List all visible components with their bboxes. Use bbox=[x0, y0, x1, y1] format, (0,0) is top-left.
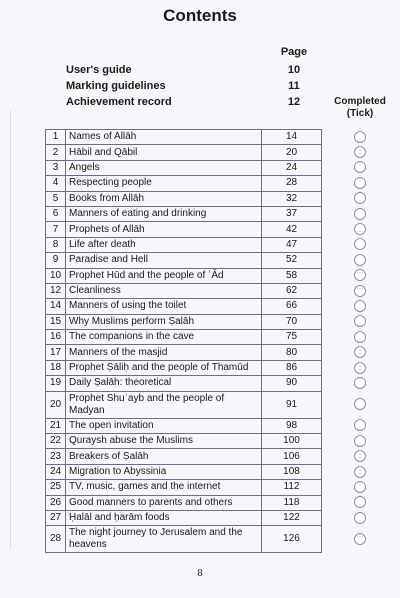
chapter-number: 2 bbox=[46, 145, 66, 160]
front-matter-row[interactable] bbox=[66, 96, 326, 112]
completed-tick-circle[interactable] bbox=[354, 208, 366, 220]
chapter-title: Manners of the masjid bbox=[66, 345, 262, 360]
chapter-page: 58 bbox=[262, 268, 322, 283]
completion-cell bbox=[351, 375, 369, 390]
chapter-page: 42 bbox=[262, 222, 322, 237]
completed-tick-circle[interactable] bbox=[354, 466, 366, 478]
completed-tick-circle[interactable] bbox=[354, 177, 366, 189]
completion-cell bbox=[351, 464, 369, 479]
table-row[interactable] bbox=[46, 495, 322, 510]
chapter-page: 52 bbox=[262, 253, 322, 268]
completion-cell bbox=[351, 391, 369, 418]
front-matter-row[interactable] bbox=[66, 80, 326, 96]
table-row[interactable] bbox=[46, 176, 322, 191]
chapter-page: 28 bbox=[262, 176, 322, 191]
chapter-title: TV, music, games and the internet bbox=[66, 480, 262, 495]
table-row[interactable] bbox=[46, 191, 322, 206]
completion-cell bbox=[351, 221, 369, 236]
chapter-page: 80 bbox=[262, 345, 322, 360]
chapter-title: Names of Allāh bbox=[66, 130, 262, 145]
completed-tick-circle[interactable] bbox=[354, 146, 366, 158]
completed-tick-circle[interactable] bbox=[354, 300, 366, 312]
table-row[interactable] bbox=[46, 464, 322, 479]
completed-tick-circle[interactable] bbox=[354, 533, 366, 545]
chapter-page: 108 bbox=[262, 464, 322, 479]
chapter-page: 24 bbox=[262, 160, 322, 175]
chapter-page: 90 bbox=[262, 376, 322, 391]
table-row[interactable] bbox=[46, 391, 322, 418]
completed-heading bbox=[330, 96, 390, 120]
table-row[interactable] bbox=[46, 268, 322, 283]
completion-cell bbox=[351, 510, 369, 525]
table-row[interactable] bbox=[46, 434, 322, 449]
page-edge-shadow bbox=[10, 110, 11, 550]
chapter-title: Good manners to parents and others bbox=[66, 495, 262, 510]
completed-tick-circle[interactable] bbox=[354, 269, 366, 281]
chapter-title: Breakers of Ṣalāh bbox=[66, 449, 262, 464]
table-row[interactable] bbox=[46, 345, 322, 360]
chapter-number: 10 bbox=[46, 268, 66, 283]
chapter-page: 86 bbox=[262, 360, 322, 375]
completion-cell bbox=[351, 298, 369, 313]
completion-checkbox-column bbox=[351, 129, 369, 552]
table-row[interactable] bbox=[46, 145, 322, 160]
chapter-number: 22 bbox=[46, 434, 66, 449]
chapter-title: Angels bbox=[66, 160, 262, 175]
chapter-page: 118 bbox=[262, 495, 322, 510]
front-matter-label: Marking guidelines bbox=[66, 80, 166, 92]
completed-heading-line1: Completed bbox=[334, 96, 386, 107]
front-matter-page: 11 bbox=[288, 80, 300, 92]
chapter-page: 126 bbox=[262, 526, 322, 553]
table-row[interactable] bbox=[46, 418, 322, 433]
chapter-page: 62 bbox=[262, 283, 322, 298]
table-row[interactable] bbox=[46, 130, 322, 145]
table-row[interactable] bbox=[46, 526, 322, 553]
chapter-title: Paradise and Hell bbox=[66, 253, 262, 268]
chapter-number: 1 bbox=[46, 130, 66, 145]
chapter-title: Cleanliness bbox=[66, 283, 262, 298]
completed-tick-circle[interactable] bbox=[354, 346, 366, 358]
table-row[interactable] bbox=[46, 206, 322, 221]
completed-tick-circle[interactable] bbox=[354, 450, 366, 462]
completed-tick-circle[interactable] bbox=[354, 254, 366, 266]
chapter-page: 47 bbox=[262, 237, 322, 252]
chapter-number: 25 bbox=[46, 480, 66, 495]
chapter-title: The night journey to Jerusalem and the heavens bbox=[66, 526, 262, 553]
chapter-number: 15 bbox=[46, 314, 66, 329]
completion-cell bbox=[351, 144, 369, 159]
chapter-title: Daily Ṣalāh: theoretical bbox=[66, 376, 262, 391]
chapter-title: Prophet Shuʿayb and the people of Madyan bbox=[66, 391, 262, 418]
chapter-number: 17 bbox=[46, 345, 66, 360]
chapter-title: Respecting people bbox=[66, 176, 262, 191]
completion-cell bbox=[351, 237, 369, 252]
completed-tick-circle[interactable] bbox=[354, 377, 366, 389]
chapter-number: 28 bbox=[46, 526, 66, 553]
chapter-title: Manners of using the toilet bbox=[66, 299, 262, 314]
front-matter-label: Achievement record bbox=[66, 96, 172, 108]
completed-tick-circle[interactable] bbox=[354, 238, 366, 250]
completed-tick-circle[interactable] bbox=[354, 192, 366, 204]
front-matter-page: 12 bbox=[287, 96, 301, 108]
front-matter-row[interactable] bbox=[66, 64, 326, 80]
chapter-title: Prophet Hūd and the people of ʿĀd bbox=[66, 268, 262, 283]
chapter-number: 26 bbox=[46, 495, 66, 510]
completed-tick-circle[interactable] bbox=[354, 435, 366, 447]
completion-cell bbox=[351, 314, 369, 329]
chapter-page: 32 bbox=[262, 191, 322, 206]
completed-tick-circle[interactable] bbox=[354, 315, 366, 327]
table-row[interactable] bbox=[46, 253, 322, 268]
page-number: 8 bbox=[197, 568, 203, 579]
completion-cell bbox=[351, 418, 369, 433]
completed-tick-circle[interactable] bbox=[354, 161, 366, 173]
table-row[interactable] bbox=[46, 222, 322, 237]
completed-tick-circle[interactable] bbox=[354, 512, 366, 524]
completed-heading-line2: (Tick) bbox=[346, 108, 374, 119]
completed-tick-circle[interactable] bbox=[354, 481, 366, 493]
chapter-page: 37 bbox=[262, 206, 322, 221]
chapter-title: Quraysh abuse the Muslims bbox=[66, 434, 262, 449]
chapter-title: Why Muslims perform Ṣalāh bbox=[66, 314, 262, 329]
chapter-page: 70 bbox=[262, 314, 322, 329]
completion-cell bbox=[351, 495, 369, 510]
chapter-number: 27 bbox=[46, 510, 66, 525]
contents-table bbox=[45, 129, 322, 553]
completion-cell bbox=[351, 479, 369, 494]
completion-cell bbox=[351, 268, 369, 283]
chapter-page: 122 bbox=[262, 510, 322, 525]
table-row[interactable] bbox=[46, 160, 322, 175]
front-matter-page: 10 bbox=[287, 64, 301, 76]
completion-cell bbox=[351, 129, 369, 144]
completion-cell bbox=[351, 252, 369, 267]
chapter-title: Prophet Ṣāliḥ and the people of Thamūd bbox=[66, 360, 262, 375]
completion-cell bbox=[351, 525, 369, 552]
chapter-title: Life after death bbox=[66, 237, 262, 252]
table-row[interactable] bbox=[46, 237, 322, 252]
completed-tick-circle[interactable] bbox=[354, 496, 366, 508]
chapter-page: 66 bbox=[262, 299, 322, 314]
table-row[interactable] bbox=[46, 376, 322, 391]
page-column-heading: Page bbox=[280, 46, 308, 58]
chapter-number: 5 bbox=[46, 191, 66, 206]
chapter-number: 21 bbox=[46, 418, 66, 433]
completion-cell bbox=[351, 448, 369, 463]
chapter-title: Books from Allāh bbox=[66, 191, 262, 206]
completion-cell bbox=[351, 344, 369, 359]
chapter-page: 20 bbox=[262, 145, 322, 160]
completed-tick-circle[interactable] bbox=[354, 131, 366, 143]
chapter-page: 106 bbox=[262, 449, 322, 464]
chapter-title: Migration to Abyssinia bbox=[66, 464, 262, 479]
completed-tick-circle[interactable] bbox=[354, 362, 366, 374]
completion-cell bbox=[351, 360, 369, 375]
chapter-number: 24 bbox=[46, 464, 66, 479]
chapter-title: Hābil and Qābil bbox=[66, 145, 262, 160]
chapter-page: 112 bbox=[262, 480, 322, 495]
chapter-number: 19 bbox=[46, 376, 66, 391]
chapter-number: 3 bbox=[46, 160, 66, 175]
chapter-title: The open invitation bbox=[66, 418, 262, 433]
completion-cell bbox=[351, 191, 369, 206]
table-row[interactable] bbox=[46, 510, 322, 525]
chapter-number: 7 bbox=[46, 222, 66, 237]
completion-cell bbox=[351, 329, 369, 344]
completed-tick-circle[interactable] bbox=[354, 223, 366, 235]
table-row[interactable] bbox=[46, 314, 322, 329]
chapter-page: 14 bbox=[262, 130, 322, 145]
chapter-page: 75 bbox=[262, 330, 322, 345]
completion-cell bbox=[351, 206, 369, 221]
chapter-page: 100 bbox=[262, 434, 322, 449]
front-matter-label: User's guide bbox=[66, 64, 132, 76]
completion-cell bbox=[351, 283, 369, 298]
table-row[interactable] bbox=[46, 360, 322, 375]
chapter-title: Ḥalāl and ḥarām foods bbox=[66, 510, 262, 525]
completed-tick-circle[interactable] bbox=[354, 398, 366, 410]
page-title: Contents bbox=[163, 6, 237, 25]
chapter-number: 8 bbox=[46, 237, 66, 252]
chapter-page: 91 bbox=[262, 391, 322, 418]
chapter-number: 6 bbox=[46, 206, 66, 221]
chapter-title: Prophets of Allāh bbox=[66, 222, 262, 237]
completion-cell bbox=[351, 160, 369, 175]
chapter-number: 12 bbox=[46, 283, 66, 298]
completion-cell bbox=[351, 175, 369, 190]
chapter-title: Manners of eating and drinking bbox=[66, 206, 262, 221]
completed-tick-circle[interactable] bbox=[354, 419, 366, 431]
chapter-number: 9 bbox=[46, 253, 66, 268]
table-row[interactable] bbox=[46, 299, 322, 314]
chapter-number: 16 bbox=[46, 330, 66, 345]
completed-tick-circle[interactable] bbox=[354, 331, 366, 343]
chapter-page: 98 bbox=[262, 418, 322, 433]
chapter-number: 14 bbox=[46, 299, 66, 314]
completed-tick-circle[interactable] bbox=[354, 285, 366, 297]
chapter-number: 23 bbox=[46, 449, 66, 464]
chapter-number: 20 bbox=[46, 391, 66, 418]
completion-cell bbox=[351, 433, 369, 448]
chapter-number: 4 bbox=[46, 176, 66, 191]
chapter-title: The companions in the cave bbox=[66, 330, 262, 345]
table-row[interactable] bbox=[46, 480, 322, 495]
table-row[interactable] bbox=[46, 330, 322, 345]
table-row[interactable] bbox=[46, 449, 322, 464]
chapter-number: 18 bbox=[46, 360, 66, 375]
table-row[interactable] bbox=[46, 283, 322, 298]
